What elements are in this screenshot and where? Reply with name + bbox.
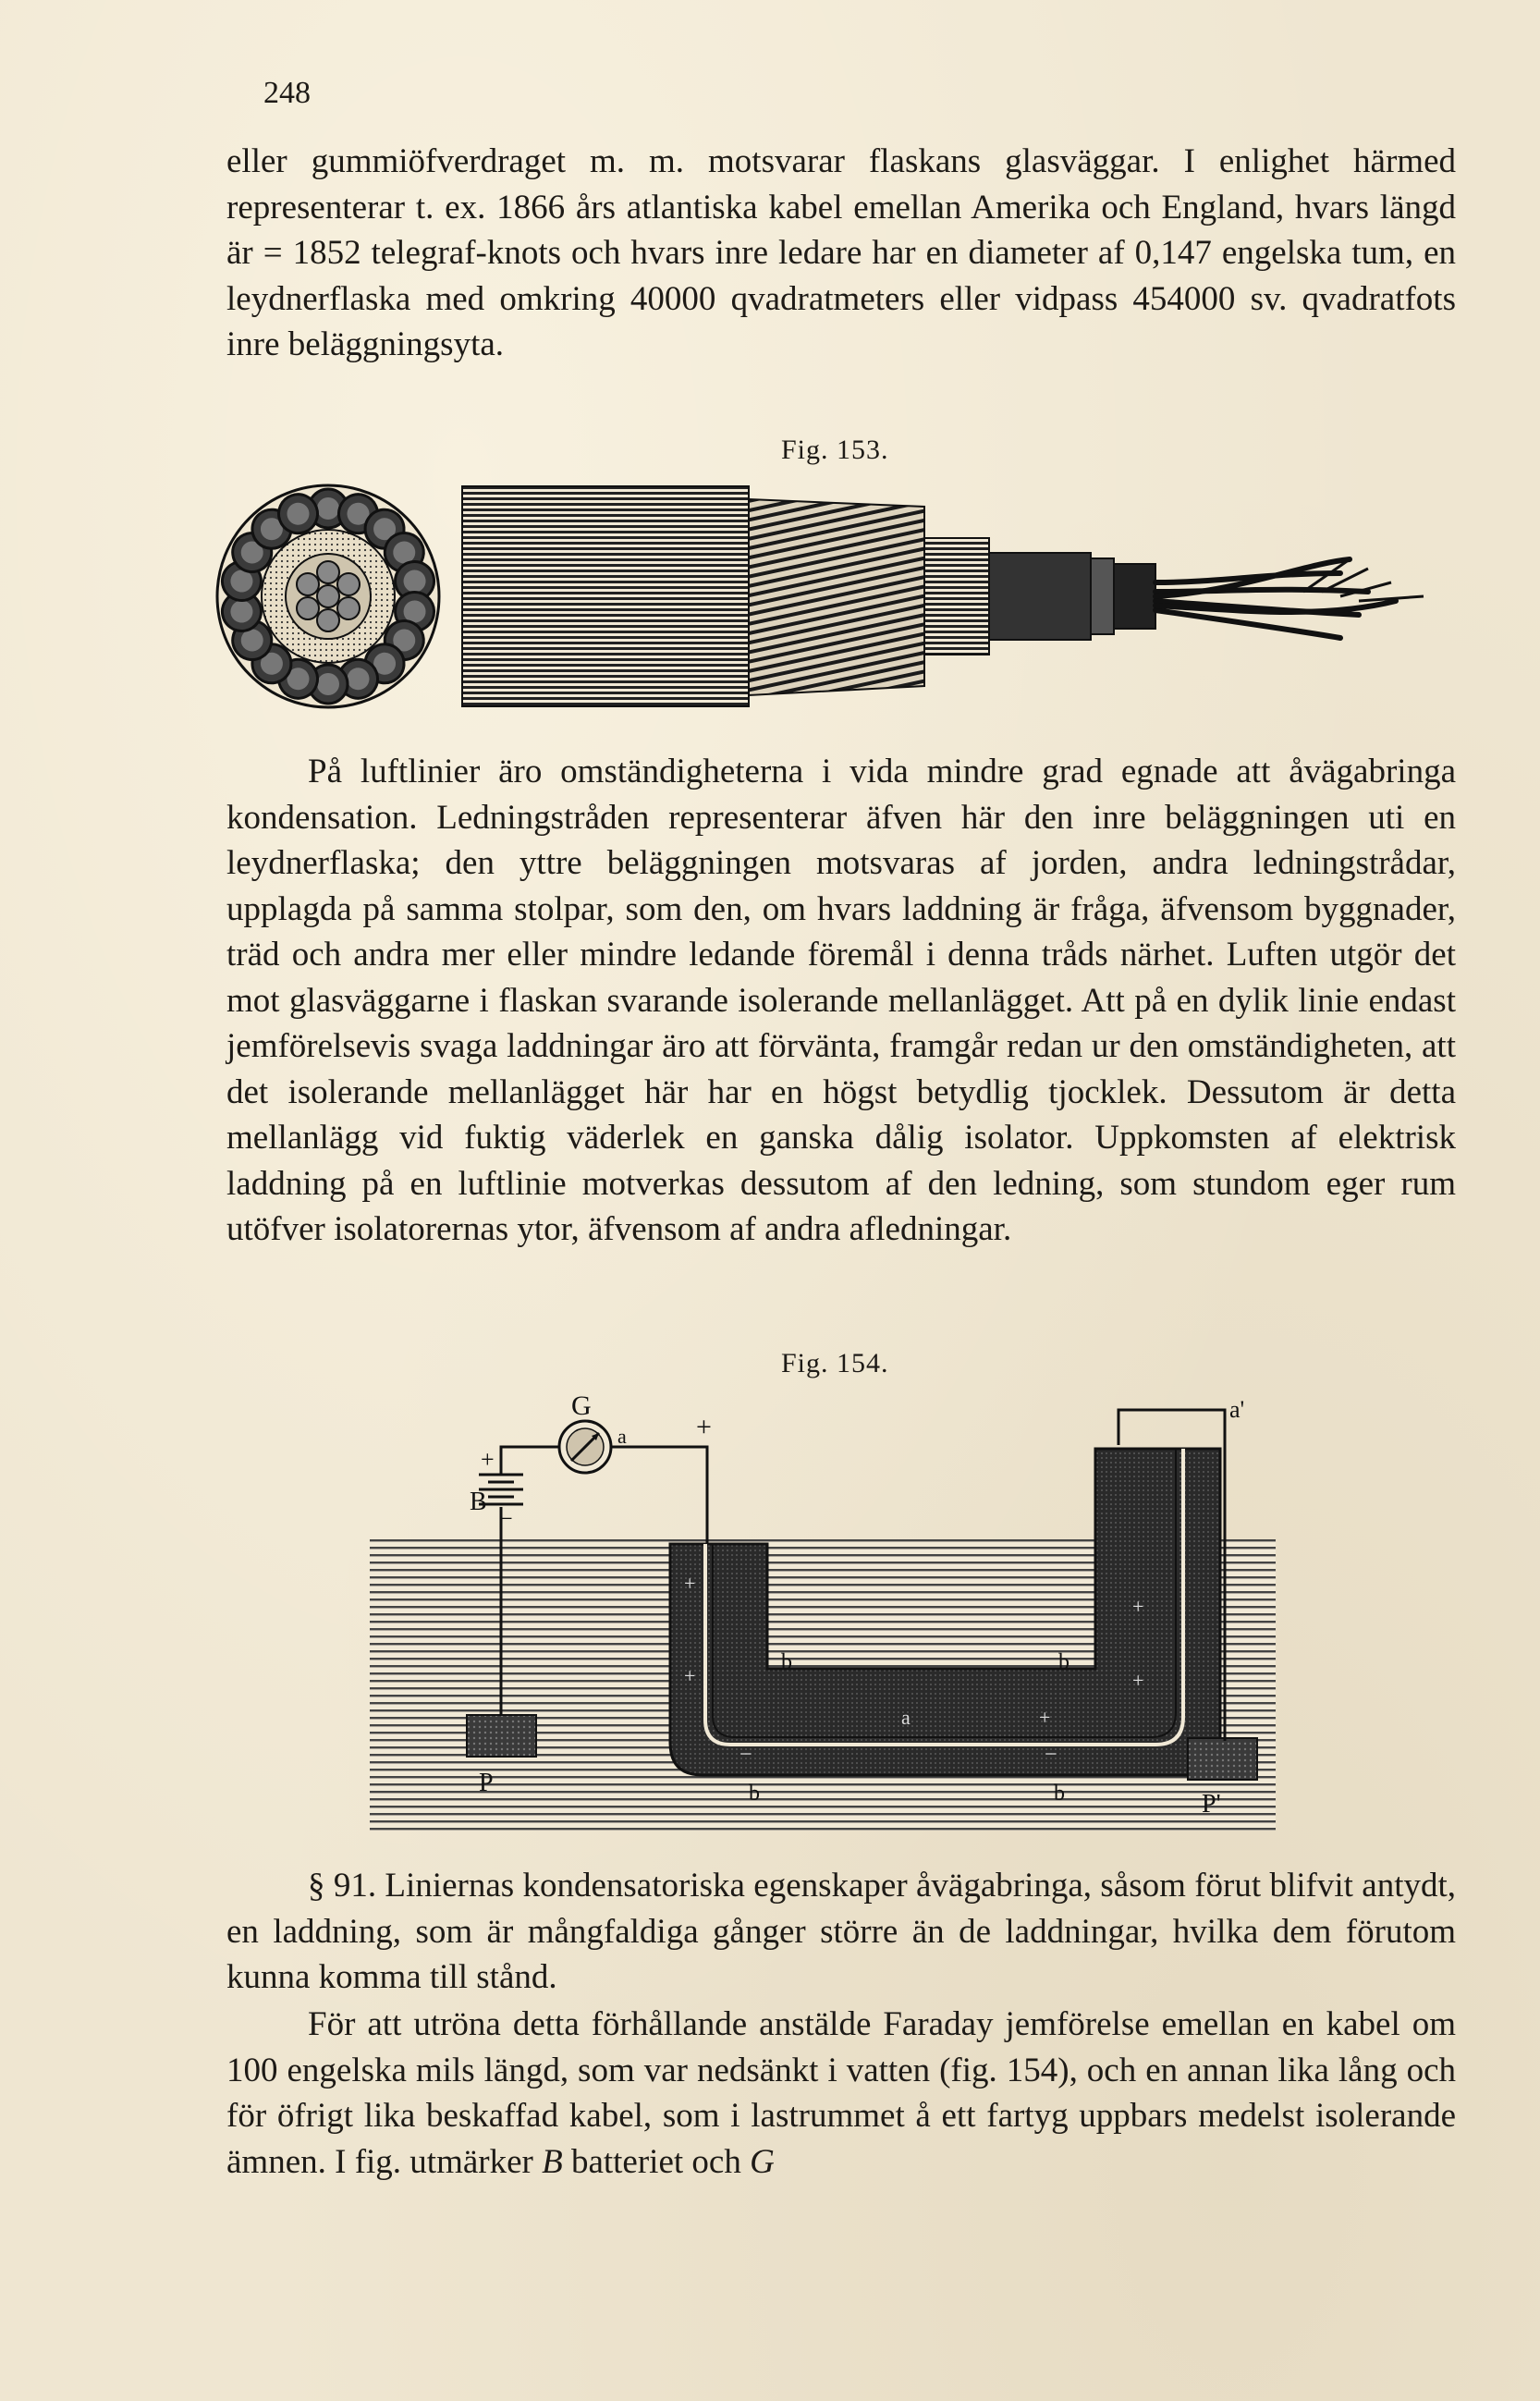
cable-cross-section: [217, 485, 439, 707]
paragraph-2-text: På luftlinier äro omständigheterna i vida mindre grad egnade att åvägabringa kondensation. Ledningstråden representerar äfven här den inre beläggningen uti en leydnerflaska; den yttre beläggningen motsvaras af jorden, andra ledningstrådar, upplagda på samma stolpar, som den, om hvars laddning är fråga, äfvensom byggnader, träd och andra mer eller mindre ledande föremål i denna tråds närhet. Luften utgör det mot glasväggarne i flaskan svarande isolerande mellanlägget. Att på en dylik linie endast jemförelsevis svaga laddningar äro att förvänta, framgår redan ur den omständigheten, att det isolerande mellanlägget här har en högst betydlig tjocklek. Dessutom är detta mellanlägg vid fuktig väderlek en ganska dålig isolator. Uppkomsten af elektrisk laddning på en luftlinie motverkas dessutom af den ledning, som stundom eger rum utöfver isolatorernas ytor, äfvensom af andra afledningar.: [226, 753, 1456, 1248]
label-minus-b2: −: [1045, 1743, 1057, 1767]
paragraph-4-b: B: [542, 2142, 563, 2181]
fig-153: [213, 481, 1488, 721]
cable-copper-strands: [1155, 559, 1396, 638]
label-plus-b: +: [1039, 1706, 1051, 1729]
fig-154-drawing: [361, 1391, 1285, 1835]
paragraph-3-text: § 91. Liniernas kondensatoriska egenskaper åvägabringa, såsom förut blifvit antydt, en laddning, som är mångfaldiga gånger större än de laddningar, hvilka dem förutom kunna komma till stånd.: [226, 1867, 1456, 1996]
label-p-prime: P': [1202, 1790, 1221, 1819]
label-plus-r2: +: [1132, 1669, 1144, 1692]
paragraph-4: [226, 2002, 1456, 2185]
label-b3: b: [749, 1782, 760, 1806]
galvanometer-g: [559, 1421, 611, 1473]
fig-154: [361, 1391, 1285, 1835]
label-a-prime: a': [1229, 1396, 1245, 1423]
label-minus-b1: −: [739, 1743, 752, 1767]
label-b1: b: [781, 1650, 792, 1674]
fig-154-caption: Fig. 154.: [781, 1348, 889, 1378]
paragraph-2: [226, 749, 1456, 1253]
label-p: P: [479, 1769, 494, 1797]
paragraph-4-text: [226, 2002, 1456, 2185]
label-b4: b: [1054, 1782, 1065, 1806]
cable-armour-wires: [749, 499, 924, 695]
cable-outer-sheath: [462, 486, 749, 706]
earth-plate-p-prime: [1188, 1738, 1257, 1780]
paragraph-4-main: För att utröna detta förhållande anstälde Faraday jemförelse emellan en kabel om 100 engelska mils längd, som var nedsänkt i vatten (fig. 154), och en annan lika lång och för öfrigt lika beskaffad kabel, som i lastrummet å ett fartyg uppbars medelst isolerande ämnen. I fig. utmärker: [226, 2005, 1456, 2181]
label-plus-l2: +: [684, 1664, 696, 1687]
label-a-mid: a: [901, 1706, 911, 1729]
earth-plate-p: [467, 1715, 536, 1757]
fig-153-caption: Fig. 153.: [781, 435, 889, 465]
label-a: a: [617, 1425, 627, 1448]
label-plus-l1: +: [684, 1572, 696, 1595]
label-b-battery: B: [470, 1488, 487, 1516]
label-battery-minus: −: [499, 1505, 513, 1532]
label-b2: b: [1058, 1650, 1069, 1674]
label-g: G: [571, 1391, 592, 1421]
fig-153-drawing: [213, 481, 1488, 721]
cable-insulation: [924, 538, 989, 655]
paragraph-1-text: eller gummiöfverdraget m. m. motsvarar flaskans glasväggar. I enlighet härmed representerar t. ex. 1866 års atlantiska kabel emellan Amerika och England, hvars längd är = 1852 telegraf-knots och hvars inre ledare har en diameter af 0,147 engelska tum, en leydnerflaska med omkring 40000 qvadratmeters eller vidpass 454000 sv. qvadratfots inre beläggningsyta.: [226, 142, 1456, 363]
label-plus-top: +: [696, 1412, 712, 1442]
paragraph-1: [226, 139, 1456, 368]
label-plus-r1: +: [1132, 1595, 1144, 1618]
paragraph-4-g: G: [750, 2142, 775, 2181]
cable-gutta-percha: [989, 553, 1091, 640]
label-battery-plus: +: [481, 1446, 495, 1473]
paragraph-3: [226, 1863, 1456, 2001]
paragraph-4-mid: batteriet och: [562, 2142, 751, 2181]
page-number: 248: [263, 76, 311, 110]
